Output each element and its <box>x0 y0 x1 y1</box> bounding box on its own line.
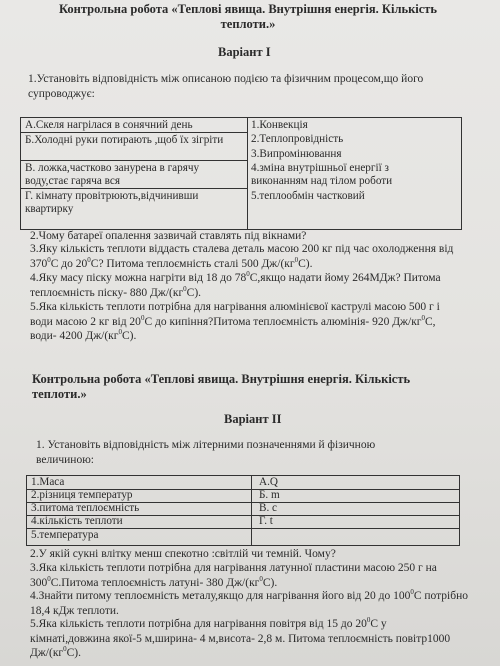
v1-right-3: 3.Випромінювання <box>251 148 342 160</box>
v2-question-1: 1. Установіть відповідність між літерними позначеннями й фізичною величиною: <box>36 439 376 466</box>
v2-question-3: 3.Яка кількість теплоти потрібна для нагрівання латунної пластини масою 250 г на $300^0С.Питома$ теплоємність латуні- 380 $Дж/(кг^0С)$. <box>30 562 437 589</box>
v1-title: Контрольна робота «Теплові явища. Внутрішня енергія. Кількість теплоти.» <box>58 2 438 31</box>
v1-question-5: 5.Яка кількість теплоти потрібна для нагрівання алюмінієвої каструлі масою 500 г і води масою 2 кг від $20^0С$ до кипіння?Питома теплоємність алюмінія- 920 $Дж/кг^0С$, води- 4200 $Дж/(кг^0С)$. <box>30 301 440 342</box>
v2-left-5: 5.температура <box>31 529 99 541</box>
v1-left-b: Б.Холодні руки потирають ,щоб їх зігріти <box>25 134 224 146</box>
v1-matching-table <box>20 117 462 230</box>
v2-question-2: 2.У якій сукні влітку менш спекотно :світлій чи темній. Чому? <box>30 548 336 560</box>
v1-left-a: А.Скеля нагрілася в сонячний день <box>25 119 193 131</box>
v1-right-1: 1.Конвекція <box>251 119 308 131</box>
v1-left-d: Г. кімнату провітрюють,відчинивши квартирку <box>25 190 199 216</box>
v1-left-c: В. ложка,частково занурена в гарячу воду,стає гаряча вся <box>25 162 200 188</box>
v2-left-4: 4.кількість теплоти <box>31 515 123 527</box>
v2-right-a: А.Q <box>259 476 278 488</box>
v1-question-4: 4.Яку масу піску можна нагріти від 18 до $78^0С,якщо$ надати йому 264МДж? Питома теплоємність піску- 880 $Дж/(кг^0С)$. <box>30 270 441 299</box>
v2-title: Контрольна робота «Теплові явища. Внутрішня енергія. Кількість теплоти.» <box>32 372 411 401</box>
v2-question-4: 4.Знайти питому теплоємність металу,якщо для нагрівання його від 20 до $100^0С$ потрібно 18,4 кДж теплоти. <box>30 588 468 617</box>
v2-left-1: 1.Маса <box>31 476 65 488</box>
v1-variant-heading: Варіант І <box>218 45 271 59</box>
v1-right-5: 5.теплообмін частковий <box>251 190 365 202</box>
v1-question-3: 3.Яку кількість теплоти віддасть сталева деталь масою 200 кг під час охолодження від $370^0С$ до $20^0С$? Питома теплоємність сталі 500 $Дж/(кг^0С)$. <box>30 243 454 270</box>
v2-left-3: 3.питома теплоємність <box>31 502 140 514</box>
v2-right-b: Б. m <box>259 489 280 501</box>
v2-matching-table <box>26 475 460 546</box>
v2-right-d: Г. t <box>259 515 273 527</box>
v2-right-c: В. c <box>259 502 278 514</box>
v2-left-2: 2.різниця температур <box>31 489 133 501</box>
v2-variant-heading: Варіант ІІ <box>224 412 282 426</box>
v1-right-4: 4.зміна внутрішньої енергії з виконанням над тілом роботи <box>251 162 393 188</box>
v1-question-1: 1.Установіть відповідність між описаною подією та фізичним процесом,що його супроводжує: <box>28 73 424 100</box>
v1-right-2: 2.Теплопровідність <box>251 133 344 145</box>
v1-question-2: 2.Чому батареї опалення зазвичай ставлять під вікнами? <box>30 230 307 242</box>
v2-question-5: 5.Яка кількість теплоти потрібна для нагрівання повітря від 15 до $20^0С$ у кімнаті,довжина якої-5 м,ширина- 4 м,висота- 2,8 м. Питома теплоємність повітр1000 $Дж/(кг^0С)$. <box>30 616 451 659</box>
